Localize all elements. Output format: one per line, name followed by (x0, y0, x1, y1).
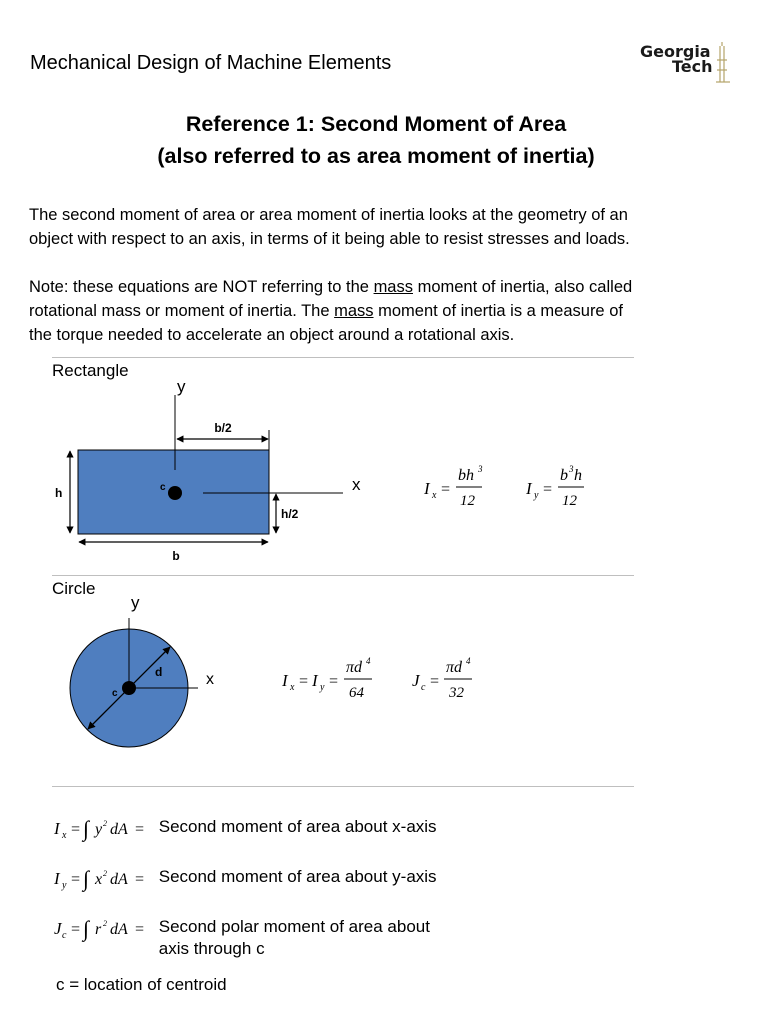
svg-text:h: h (55, 486, 63, 500)
svg-text:2: 2 (103, 869, 107, 878)
svg-text:bh: bh (458, 467, 474, 484)
circle-formulas (276, 654, 486, 706)
divider (52, 575, 634, 576)
svg-text:2: 2 (103, 819, 107, 828)
intro-paragraph: The second moment of area or area moment of inertia looks at the geometry of an object with respect to an axis, in terms of it being able to resist stresses and loads. (29, 206, 630, 248)
svg-text:4: 4 (366, 656, 371, 666)
svg-text:∫: ∫ (83, 866, 90, 891)
svg-text:=: = (70, 821, 81, 838)
svg-text:12: 12 (562, 493, 577, 509)
svg-text:I: I (282, 671, 288, 690)
svg-text:=: = (134, 921, 145, 938)
svg-text:y: y (534, 490, 539, 501)
svg-text:c: c (112, 688, 118, 699)
circle-diagram (0, 590, 260, 750)
svg-text:πd: πd (446, 659, 463, 676)
circle-label: Circle (52, 579, 96, 598)
svg-text:h/2: h/2 (281, 507, 299, 521)
svg-text:32: 32 (449, 685, 464, 701)
svg-text:dA: dA (110, 871, 128, 888)
svg-text:x: x (290, 682, 295, 693)
rectangle-diagram (0, 370, 768, 570)
tower-icon (636, 42, 736, 84)
svg-text:y: y (95, 821, 103, 838)
svg-text:=: = (328, 673, 339, 690)
formula-ix-iy (281, 656, 372, 701)
svg-text:x: x (95, 871, 103, 888)
svg-text:x: x (352, 475, 361, 494)
svg-text:c: c (160, 482, 166, 493)
svg-text:=: = (70, 871, 81, 888)
svg-text:y: y (131, 593, 140, 612)
svg-text:y: y (177, 377, 186, 396)
svg-text:2: 2 (103, 919, 107, 928)
svg-text:=: = (70, 921, 81, 938)
svg-text:dA: dA (110, 821, 128, 838)
centroid-dot (122, 681, 136, 695)
svg-text:=: = (298, 673, 309, 690)
integral-ix (52, 816, 154, 842)
svg-text:=: = (542, 481, 553, 498)
page-title-line2: (also referred to as area moment of inertia) (157, 144, 595, 168)
centroid-note: c = location of centroid (56, 975, 227, 994)
formula-ix (423, 464, 483, 509)
page-title-line1: Reference 1: Second Moment of Area (185, 112, 567, 136)
definition-jc: J c = ∫ r 2 dA = Second polar moment of area about axis through c (54, 916, 430, 958)
integral-iy (52, 866, 154, 892)
svg-text:I: I (54, 819, 60, 838)
svg-text:12: 12 (460, 493, 475, 509)
svg-text:x: x (206, 671, 214, 688)
svg-text:y: y (320, 682, 325, 693)
svg-text:=: = (134, 871, 145, 888)
svg-text:J: J (412, 671, 420, 690)
svg-text:I: I (312, 671, 318, 690)
rectangle-label: Rectangle (52, 361, 129, 380)
svg-text:=: = (440, 481, 451, 498)
svg-text:c: c (421, 682, 426, 693)
formula-jc (412, 656, 472, 701)
svg-text:dA: dA (110, 921, 128, 938)
definition-ix: I x = ∫ y 2 dA = Second moment of area about x-axis (54, 816, 437, 841)
svg-text:3: 3 (478, 464, 483, 474)
svg-text:x: x (432, 490, 437, 501)
rectangle-formulas (420, 462, 600, 514)
svg-text:4: 4 (466, 656, 471, 666)
divider (52, 786, 634, 787)
svg-text:r: r (95, 921, 102, 938)
note-paragraph: Note: these equations are NOT referring to the mass moment of inertia, also called rotational mass or moment of inertia. The mass moment of inertia is a measure of the torque needed to accelerate an object around a rotational axis. (29, 278, 633, 344)
svg-text:y: y (62, 880, 67, 891)
svg-text:3: 3 (569, 464, 574, 474)
svg-text:=: = (134, 821, 145, 838)
svg-text:πd: πd (346, 659, 363, 676)
formula-iy (525, 464, 584, 509)
svg-text:b/2: b/2 (214, 421, 232, 435)
svg-text:x: x (62, 830, 67, 841)
svg-text:I: I (54, 869, 60, 888)
course-title: Mechanical Design of Machine Elements (30, 52, 392, 74)
svg-text:b: b (172, 549, 180, 563)
divider (52, 357, 634, 358)
svg-text:=: = (429, 673, 440, 690)
svg-text:b: b (560, 467, 568, 484)
svg-text:∫: ∫ (83, 816, 90, 841)
integral-jc (52, 916, 154, 942)
svg-text:64: 64 (349, 685, 364, 701)
svg-text:c: c (62, 930, 67, 941)
georgia-tech-logo: Georgia Tech (636, 42, 736, 84)
svg-text:h: h (574, 467, 582, 484)
svg-text:d: d (155, 665, 163, 679)
svg-text:I: I (424, 479, 430, 498)
centroid-dot (168, 486, 182, 500)
svg-text:J: J (54, 919, 62, 938)
definition-iy: I y = ∫ x 2 dA = Second moment of area about y-axis (54, 866, 437, 891)
svg-text:I: I (526, 479, 532, 498)
svg-text:∫: ∫ (83, 916, 90, 941)
